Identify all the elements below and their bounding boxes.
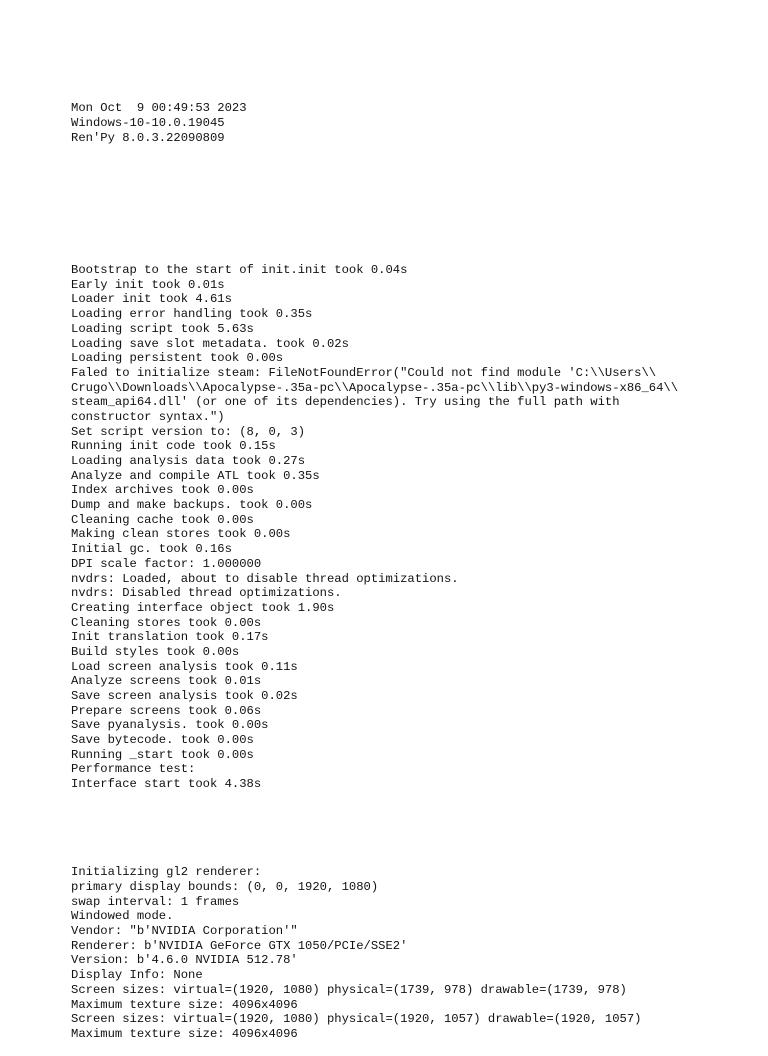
- log-line: Save bytecode. took 0.00s: [71, 733, 254, 748]
- log-line: Cleaning stores took 0.00s: [71, 615, 262, 630]
- log-line: swap interval: 1 frames: [71, 894, 240, 909]
- log-line: Loading error handling took 0.35s: [71, 307, 313, 322]
- log-line: Vendor: "b'NVIDIA Corporation'": [71, 924, 298, 939]
- log-line: Bootstrap to the start of init.init took 0.04s: [71, 263, 408, 278]
- blank-line: [71, 219, 751, 234]
- init-log-section: [71, 263, 751, 792]
- log-line: Prepare screens took 0.06s: [71, 703, 262, 718]
- log-line: Initial gc. took 0.16s: [71, 542, 232, 557]
- log-line: Version: b'4.6.0 NVIDIA 512.78': [71, 953, 298, 968]
- log-line: Early init took 0.01s: [71, 277, 225, 292]
- log-line: Build styles took 0.00s: [71, 644, 240, 659]
- log-line: Screen sizes: virtual=(1920, 1080) physical=(1739, 978) drawable=(1739, 978): [71, 982, 627, 997]
- log-line: Dump and make backups. took 0.00s: [71, 498, 313, 513]
- log-line: Running _start took 0.00s: [71, 747, 254, 762]
- blank-line: [71, 821, 751, 836]
- log-line: Loading script took 5.63s: [71, 321, 254, 336]
- log-line: Mon Oct 9 00:49:53 2023: [71, 101, 247, 116]
- log-line: Loading analysis data took 0.27s: [71, 454, 306, 468]
- log-line: Display Info: None: [71, 968, 203, 983]
- log-line: Maximum texture size: 4096x4096: [71, 1026, 298, 1041]
- log-line: Making clean stores took 0.00s: [71, 527, 291, 542]
- log-line: Save pyanalysis. took 0.00s: [71, 718, 269, 733]
- blank-line: [71, 175, 751, 190]
- log-line: DPI scale factor: 1.000000: [71, 556, 262, 571]
- log-document: [71, 72, 751, 1056]
- log-line: constructor syntax."): [71, 409, 225, 424]
- log-line: Faled to initialize steam: FileNotFoundError("Could not find module 'C:\\Users\\: [71, 365, 657, 380]
- log-line: Crugo\\Downloads\\Apocalypse-.35a-pc\\Apocalypse-.35a-pc\\lib\\py3-windows-x86_64\\: [71, 380, 679, 395]
- log-line: Interface start took 4.38s: [71, 777, 262, 792]
- log-line: Maximum texture size: 4096x4096: [71, 997, 298, 1012]
- log-line: Load screen analysis took 0.11s: [71, 659, 298, 674]
- log-line: Loading persistent took 0.00s: [71, 351, 284, 366]
- log-line: nvdrs: Loaded, about to disable thread optimizations.: [71, 571, 459, 586]
- log-line: Performance test:: [71, 762, 196, 777]
- log-line: Windows-10-10.0.19045: [71, 116, 225, 131]
- log-line: Set script version to: (8, 0, 3): [71, 424, 306, 439]
- log-line: Screen sizes: virtual=(1920, 1080) physical=(1920, 1057) drawable=(1920, 1057): [71, 1012, 642, 1027]
- renderer-log-section: [71, 865, 751, 1041]
- log-line: steam_api64.dll' (or one of its dependencies). Try using the full path with: [71, 395, 620, 410]
- log-line: Analyze screens took 0.01s: [71, 674, 262, 689]
- log-line: Cleaning cache took 0.00s: [71, 512, 254, 527]
- log-line: Renderer: b'NVIDIA GeForce GTX 1050/PCIe/SSE2': [71, 938, 408, 953]
- log-line: Creating interface object took 1.90s: [71, 600, 335, 615]
- log-line: Windowed mode.: [71, 909, 174, 924]
- log-header: [71, 101, 751, 145]
- log-line: Running init code took 0.15s: [71, 439, 276, 454]
- log-line: nvdrs: Disabled thread optimizations.: [71, 586, 342, 601]
- log-line: Loading save slot metadata. took 0.02s: [71, 336, 349, 351]
- log-line: Save screen analysis took 0.02s: [71, 689, 298, 703]
- log-line: Init translation took 0.17s: [71, 630, 269, 645]
- log-line: Loader init took 4.61s: [71, 292, 232, 307]
- log-line: Analyze and compile ATL took 0.35s: [71, 468, 320, 483]
- log-line: Initializing gl2 renderer:: [71, 865, 262, 880]
- log-line: primary display bounds: (0, 0, 1920, 1080): [71, 880, 379, 894]
- log-line: Index archives took 0.00s: [71, 483, 254, 498]
- log-line: Ren'Py 8.0.3.22090809: [71, 130, 225, 145]
